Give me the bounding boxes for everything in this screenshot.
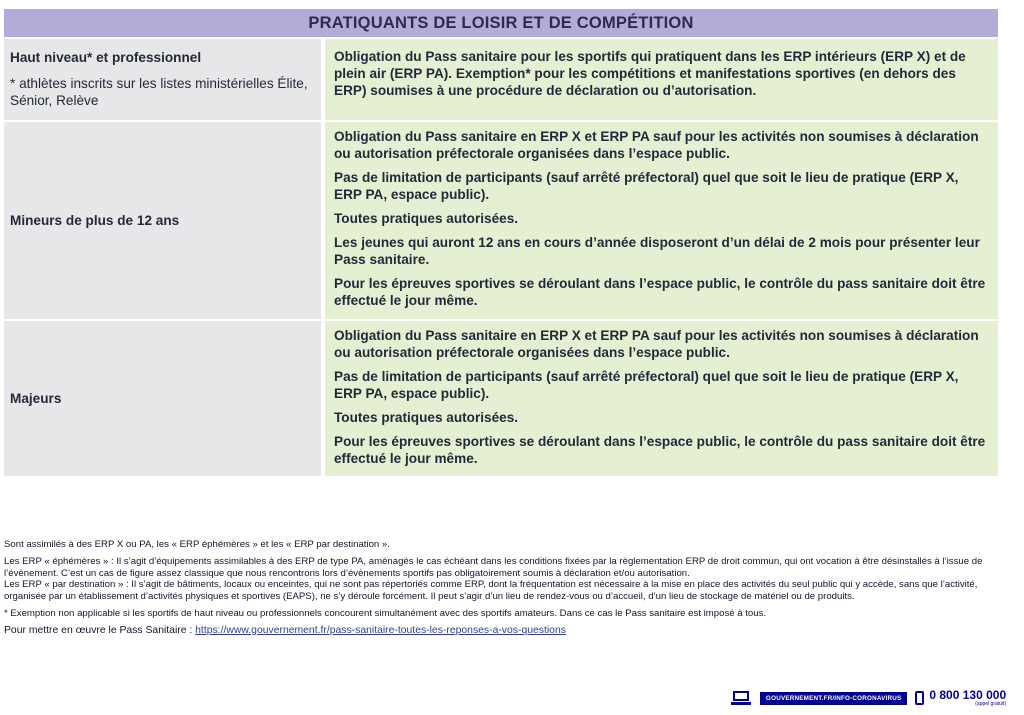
footnote-destination: Les ERP « par destination » : Il s’agit de bâtiments, locaux ou enceintes, qui ne sont pas répertoriés comme ERP, dont la fréquentation est nécessaire à la mise en place des activités du seul public qui y accède, sans que l’activité, organisée par un établissement d’activités physiques et sportives (EAPS), ne s’y déroule forcément. Il peut s’agir d’un lieu de rendez-vous ou d’accueil, d’un lieu de stockage de matériel ou de produits. — [4, 579, 978, 603]
link-prefix: Pour mettre en œuvre le Pass Sanitaire : — [4, 624, 196, 636]
rule-text: Obligation du Pass sanitaire en ERP X et ERP PA sauf pour les activités non soumises à déclaration ou autorisation préfectorale organisées dans l’espace public. — [334, 129, 979, 161]
hotline-note: (appel gratuit) — [975, 701, 1007, 707]
rule-text: Toutes pratiques autorisées. — [334, 211, 519, 226]
link-line — [4, 625, 1014, 637]
rule-text: Pas de limitation de participants (sauf arrêté préfectoral) quel que soit le lieu de pratique (ERP X, ERP PA, espace public). — [334, 369, 959, 401]
phone-icon — [915, 691, 924, 705]
rules-cell — [325, 39, 998, 120]
category-cell — [4, 39, 321, 120]
rules-cell — [325, 122, 998, 319]
category-label: Haut niveau* et professionnel — [10, 50, 202, 65]
rule-text: Obligation du Pass sanitaire en ERP X et ERP PA sauf pour les activités non soumises à déclaration ou autorisation préfectorale organisées dans l’espace public. — [334, 328, 979, 360]
gov-info-link[interactable]: GOUVERNEMENT.FR/INFO-CORONAVIRUS — [760, 692, 907, 705]
category-label: Majeurs — [10, 391, 62, 406]
rules-table — [4, 9, 998, 476]
hotline-number — [929, 689, 1006, 707]
rule-text: Pour les épreuves sportives se déroulant dans l’espace public, le contrôle du pass sanitaire doit être effectué le jour même. — [334, 434, 986, 466]
contact-badge — [731, 689, 1006, 707]
laptop-icon — [731, 691, 751, 705]
category-label: Mineurs de plus de 12 ans — [10, 213, 180, 228]
footnotes — [4, 539, 1014, 642]
rule-text: Toutes pratiques autorisées. — [334, 410, 519, 425]
category-cell — [4, 122, 321, 319]
footnote-assimilated: Sont assimilés à des ERP X ou PA, les « ERP éphémères » et les « ERP par destination ». — [4, 539, 390, 550]
category-note: * athlètes inscrits sur les listes ministérielles Élite, Sénior, Relève — [10, 76, 308, 108]
table-row-mineurs — [4, 122, 998, 319]
rule-text: Pas de limitation de participants (sauf arrêté préfectoral) quel que soit le lieu de pratique (ERP X, ERP PA, espace public). — [334, 170, 959, 202]
table-row-majeurs — [4, 321, 998, 476]
footnote-exemption: * Exemption non applicable si les sportifs de haut niveau ou professionnels concourent simultanément avec des sportifs amateurs. Dans ce cas le Pass sanitaire est imposé à tous. — [4, 607, 767, 619]
footnote-ephemeral: Les ERP « éphémères » : Il s’agit d’équipements assimilables à des ERP de type PA, aménagés le cas échéant dans les conditions fixées par la règlementation ERP de droit commun, qui ont vocation à être désinstallés à l’issue de l’évènement. C’est un cas de figure assez classique que nous rencontrons lors d’évènements sportifs pas obligatoirement soumis à déclaration et/ou autorisation. — [4, 555, 983, 579]
category-cell — [4, 321, 321, 476]
rule-text: Obligation du Pass sanitaire pour les sportifs qui pratiquent dans les ERP intérieurs (ERP X) et de plein air (ERP PA). Exemption* pour les compétitions et manifestations sportives (en dehors des ERP) soumises à une procédure de déclaration ou d’autorisation. — [334, 49, 966, 98]
rules-cell — [325, 321, 998, 476]
pass-sanitaire-link[interactable]: https://www.gouvernement.fr/pass-sanitaire-toutes-les-reponses-a-vos-questions — [195, 624, 566, 636]
hotline-digits: 0 800 130 000 — [929, 688, 1007, 702]
rule-text: Pour les épreuves sportives se déroulant dans l’espace public, le contrôle du pass sanitaire doit être effectué le jour même. — [334, 276, 986, 308]
table-row-haut-niveau — [4, 39, 998, 120]
table-title: PRATIQUANTS DE LOISIR ET DE COMPÉTITION — [4, 9, 998, 37]
rule-text: Les jeunes qui auront 12 ans en cours d’année disposeront d’un délai de 2 mois pour présenter leur Pass sanitaire. — [334, 235, 980, 267]
